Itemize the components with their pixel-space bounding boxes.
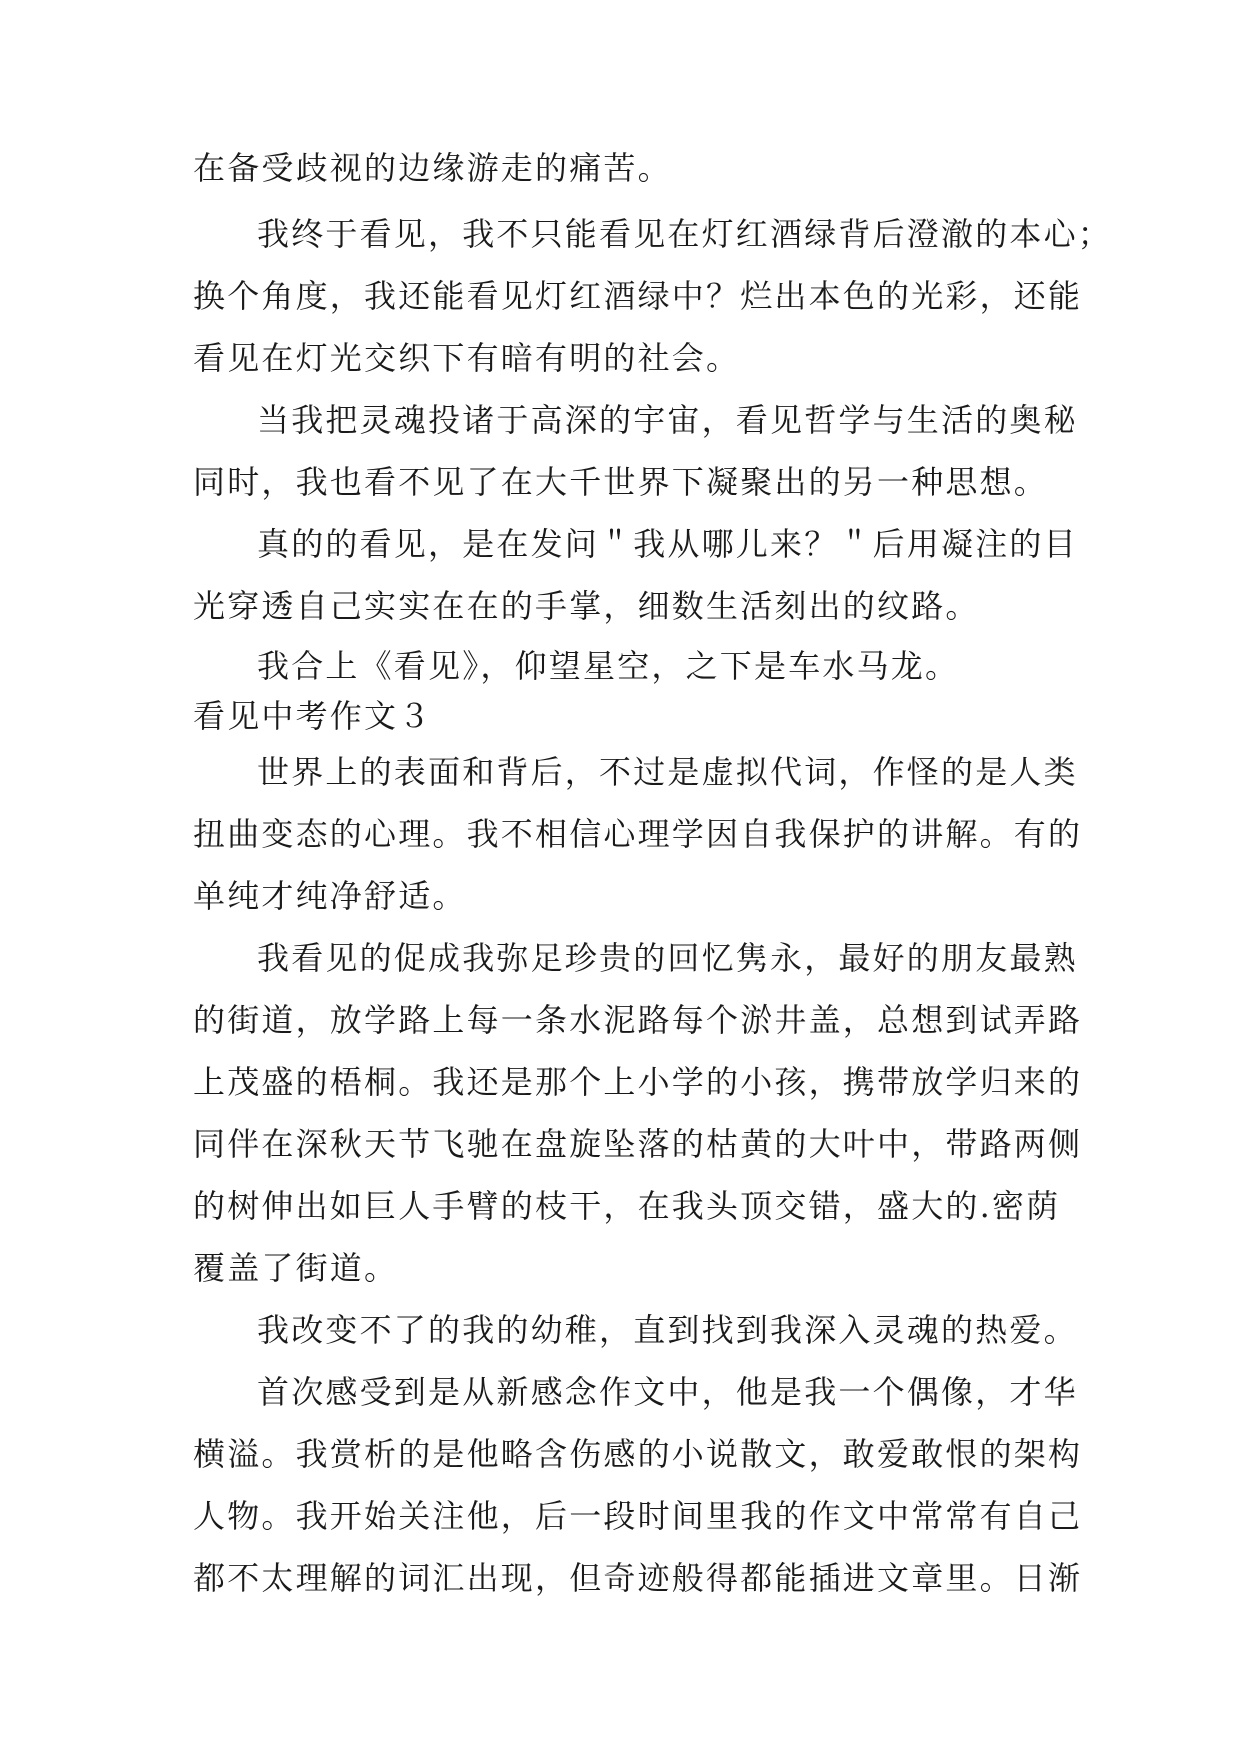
paragraph-line: 世界上的表面和背后，不过是虚拟代词，作怪的是人类 xyxy=(257,753,1078,791)
text-line: 人物。我开始关注他，后一段时间里我的作文中常常有自己 xyxy=(193,1497,1083,1535)
paragraph-line: 我看见的促成我弥足珍贵的回忆隽永，最好的朋友最熟 xyxy=(257,939,1078,977)
section-heading: 看见中考作文３ xyxy=(193,697,433,735)
text-line: 光穿透自己实实在在的手掌，细数生活刻出的纹路。 xyxy=(193,587,980,625)
text-line: 横溢。我赏析的是他略含伤感的小说散文，敢爱敢恨的架构 xyxy=(193,1435,1083,1473)
paragraph-line: 我合上《看见》，仰望星空，之下是车水马龙。 xyxy=(257,647,960,685)
text-line: 换个角度，我还能看见灯红酒绿中？烂出本色的光彩，还能 xyxy=(193,277,1083,315)
paragraph-line: 首次感受到是从新感念作文中，他是我一个偶像，才华 xyxy=(257,1373,1078,1411)
text-line: 的街道，放学路上每一条水泥路每个淤井盖，总想到试弄路 xyxy=(193,1001,1083,1039)
text-line: 都不太理解的词汇出现，但奇迹般得都能插进文章里。日渐 xyxy=(193,1559,1083,1597)
paragraph-line: 我终于看见，我不只能看见在灯红酒绿背后澄澈的本心； xyxy=(257,215,1113,253)
text-line: 单纯才纯净舒适。 xyxy=(193,877,467,915)
text-line: 同时，我也看不见了在大千世界下凝聚出的另一种思想。 xyxy=(193,463,1049,501)
paragraph-line: 当我把灵魂投诸于高深的宇宙，看见哲学与生活的奥秘 xyxy=(257,401,1078,439)
paragraph-line: 我改变不了的我的幼稚，直到找到我深入灵魂的热爱。 xyxy=(257,1311,1078,1349)
text-line: 扭曲变态的心理。我不相信心理学因自我保护的讲解。有的 xyxy=(193,815,1083,853)
text-line: 的树伸出如巨人手臂的枝干，在我头顶交错，盛大的.密荫 xyxy=(193,1187,1061,1225)
paragraph-line: 真的的看见，是在发问＂我从哪儿来？＂后用凝注的目 xyxy=(257,525,1078,563)
text-line: 看见在灯光交织下有暗有明的社会。 xyxy=(193,339,741,377)
text-line: 在备受歧视的边缘游走的痛苦。 xyxy=(193,149,672,187)
text-line: 同伴在深秋天节飞驰在盘旋坠落的枯黄的大叶中，带路两侧 xyxy=(193,1125,1083,1163)
text-line: 覆盖了街道。 xyxy=(193,1249,399,1287)
text-line: 上茂盛的梧桐。我还是那个上小学的小孩，携带放学归来的 xyxy=(193,1063,1083,1101)
